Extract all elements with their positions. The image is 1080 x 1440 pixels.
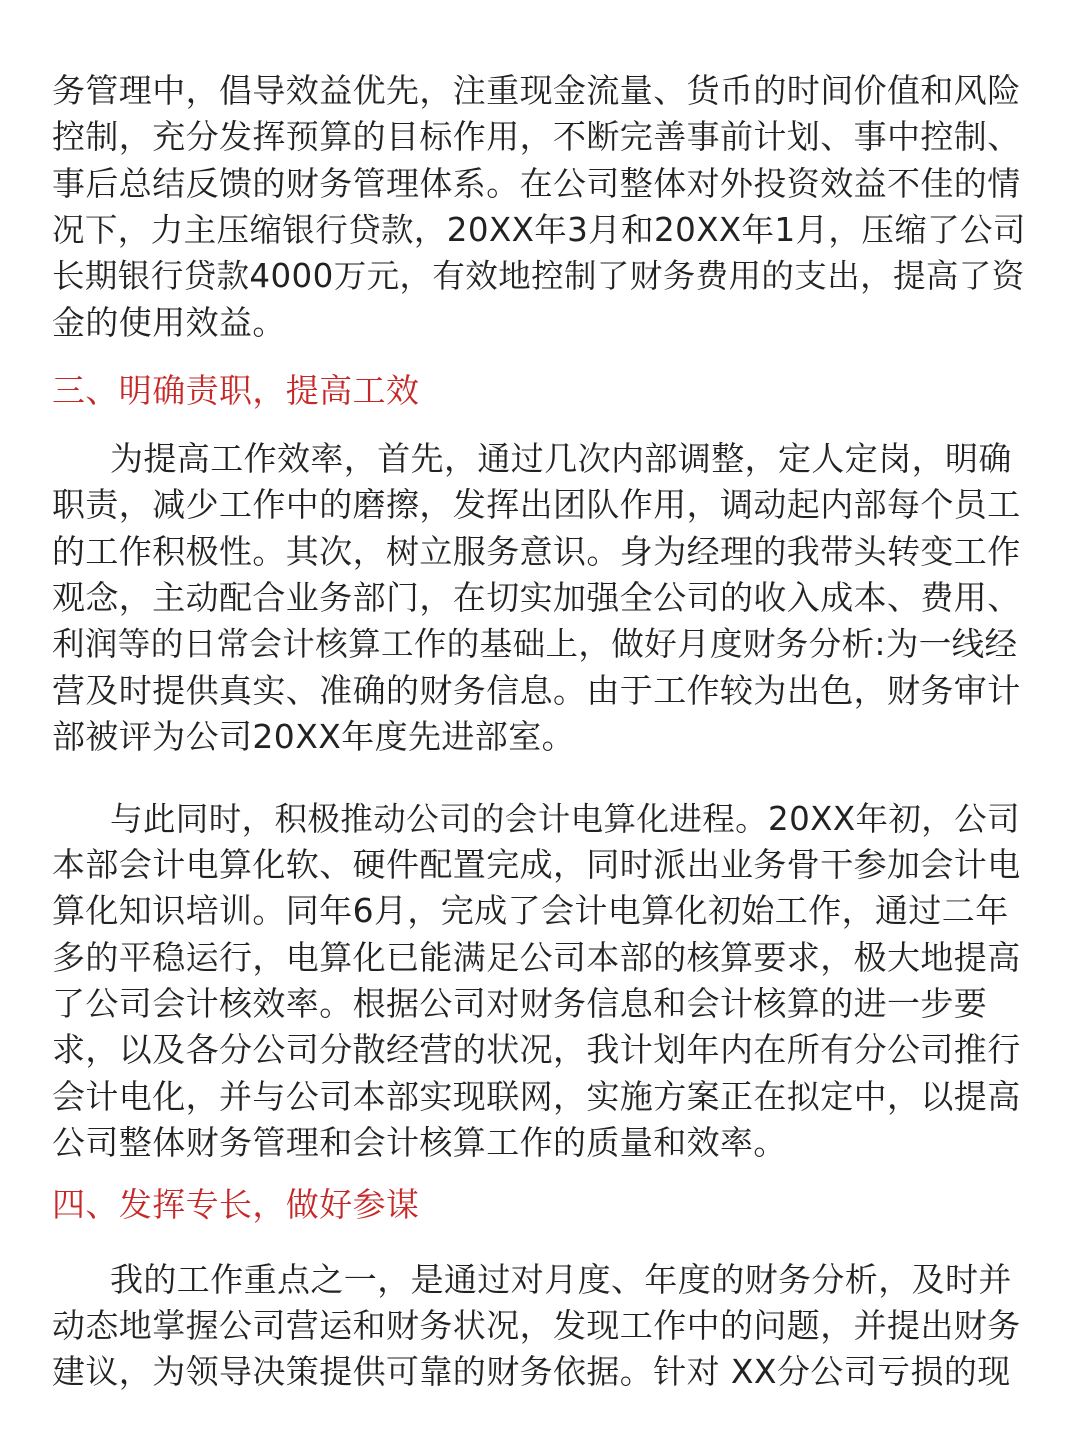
paragraph-line: 长期银行贷款4000万元，有效地控制了财务费用的支出，提高了资	[52, 257, 1025, 295]
paragraph-line: 利润等的日常会计核算工作的基础上，做好月度财务分析:为一线经	[52, 625, 1018, 663]
paragraph-line: 算化知识培训。同年6月，完成了会计电算化初始工作，通过二年	[52, 891, 1009, 930]
paragraph-line: 本部会计电算化软、硬件配置完成，同时派出业务骨干参加会计电	[52, 845, 1021, 884]
paragraph-line: 公司整体财务管理和会计核算工作的质量和效率。	[52, 1123, 787, 1162]
paragraph-line: 多的平稳运行，电算化已能满足公司本部的核算要求，极大地提高	[52, 938, 1021, 977]
paragraph-line: 事后总结反馈的财务管理体系。在公司整体对外投资效益不佳的情	[52, 164, 1021, 203]
paragraph-line: 部被评为公司20XX年度先进部室。	[52, 717, 576, 756]
paragraph-line: 我的工作重点之一，是通过对月度、年度的财务分析，及时并	[110, 1260, 1012, 1299]
paragraph-line: 了公司会计核效率。根据公司对财务信息和会计核算的进一步要	[52, 984, 988, 1023]
paragraph-line: 与此同时，积极推动公司的会计电算化进程。20XX年初，公司	[110, 800, 1020, 838]
paragraph-line: 动态地掌握公司营运和财务状况，发现工作中的问题，并提出财务	[52, 1306, 1021, 1345]
paragraph-line: 观念，主动配合业务部门，在切实加强全公司的收入成本、费用、	[52, 578, 1021, 617]
paragraph-line: 职责，减少工作中的磨擦，发挥出团队作用，调动起内部每个员工	[52, 485, 1021, 524]
paragraph-line: 为提高工作效率，首先，通过几次内部调整，定人定岗，明确	[110, 439, 1012, 478]
paragraph-line: 建议，为领导决策提供可靠的财务依据。针对 XX分公司亏损的现	[52, 1352, 1011, 1391]
paragraph-line: 况下，力主压缩银行贷款，20XX年3月和20XX年1月，压缩了公司	[52, 211, 1026, 249]
paragraph-line: 营及时提供真实、准确的财务信息。由于工作较为出色，财务审计	[52, 671, 1021, 710]
paragraph-line: 金的使用效益。	[52, 303, 286, 342]
paragraph-line: 务管理中，倡导效益优先，注重现金流量、货币的时间价值和风险	[52, 71, 1021, 110]
paragraph-line: 的工作积极性。其次，树立服务意识。身为经理的我带头转变工作	[52, 532, 1021, 571]
paragraph-line: 会计电化，并与公司本部实现联网，实施方案正在拟定中，以提高	[52, 1077, 1021, 1116]
paragraph-line: 求，以及各分公司分散经营的状况，我计划年内在所有分公司推行	[52, 1030, 1021, 1069]
section-heading-3: 三、明确责职，提高工效	[52, 371, 420, 410]
section-heading-4: 四、发挥专长，做好参谋	[52, 1185, 420, 1224]
paragraph-line: 控制，充分发挥预算的目标作用，不断完善事前计划、事中控制、	[52, 117, 1021, 156]
